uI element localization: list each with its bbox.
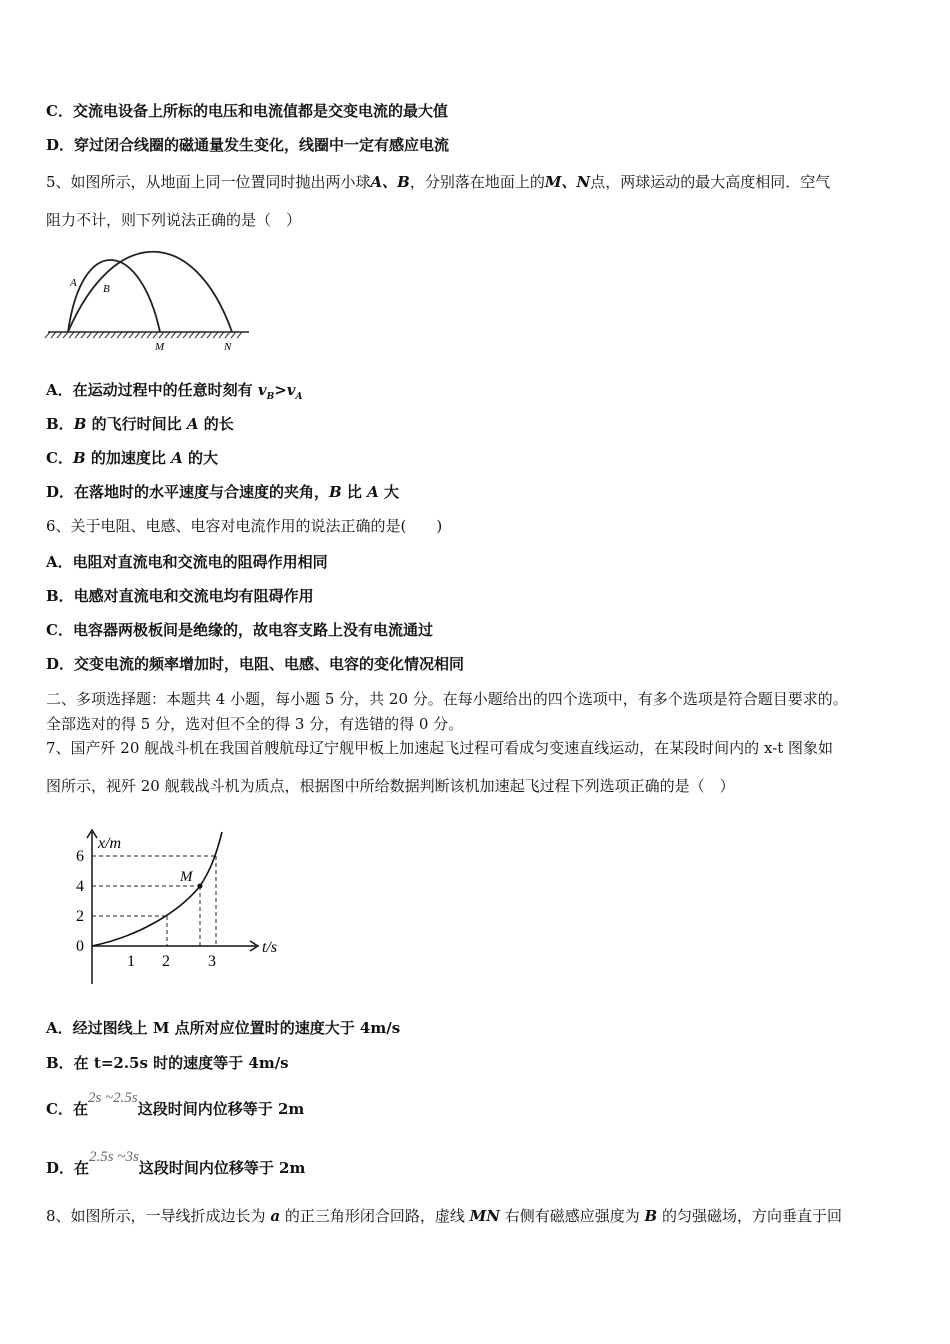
- q7-option-d: D．在2.5s ~3s这段时间内位移等于 2m: [46, 1149, 306, 1177]
- q5-option-b: B．B 的飞行时间比 A 的长: [46, 415, 234, 433]
- q7-option-b: B．在 t=2.5s 时的速度等于 4m/s: [46, 1054, 289, 1072]
- fig7-xlabel: t/s: [262, 939, 278, 956]
- q6-option-b: B．电感对直流电和交流电均有阻碍作用: [46, 587, 314, 605]
- ground-hatch: [225, 332, 230, 338]
- ground-hatch: [45, 332, 50, 338]
- q7-formula-c: 2s ~2.5s: [87, 1090, 138, 1106]
- q5-option-d: D．在落地时的水平速度与合速度的夹角，B 比 A 大: [46, 483, 400, 501]
- q5-stem-line1: 5、如图所示，从地面上同一位置同时抛出两小球A、B，分别落在地面上的M、N点，两球运动的最大高度相同．空气: [46, 173, 831, 191]
- q6-option-d: D．交变电流的频率增加时，电阻、电感、电容的变化情况相同: [46, 655, 465, 673]
- section2-heading-line2: 全部选对的得 5 分，选对但不全的得 3 分，有选错的得 0 分。: [46, 715, 464, 733]
- ground-hatch: [105, 332, 110, 338]
- ground-hatch: [129, 332, 134, 338]
- q6-option-a: A．电阻对直流电和交流电的阻碍作用相同: [46, 553, 328, 571]
- q7-xt-graph: [70, 826, 300, 988]
- ground-hatch: [201, 332, 206, 338]
- ground-hatch: [237, 332, 242, 338]
- q5-option-c: C．B 的加速度比 A 的大: [46, 449, 218, 467]
- q7-stem-line1: 7、国产歼 20 舰战斗机在我国首艘航母辽宁舰甲板上加速起飞过程可看成匀变速直线运动，在某段时间内的 x-t 图象如: [46, 739, 833, 757]
- ground-hatch: [171, 332, 176, 338]
- fig7-ytick-4: 4: [76, 878, 84, 895]
- fig7-point-m: [198, 884, 203, 889]
- fig7-xtick-1: 1: [127, 953, 135, 970]
- ground-hatch: [123, 332, 128, 338]
- fig5-label-b: B: [103, 283, 110, 295]
- ground-hatch: [93, 332, 98, 338]
- ground-hatch: [141, 332, 146, 338]
- ground-hatch: [213, 332, 218, 338]
- ground-hatch: [99, 332, 104, 338]
- q7-option-a: A．经过图线上 M 点所对应位置时的速度大于 4m/s: [46, 1019, 401, 1037]
- q5-projectile-figure: [44, 250, 258, 355]
- q7-stem-line2: 图所示，视歼 20 舰载战斗机为质点，根据图中所给数据判断该机加速起飞过程下列选项正确的是（ ）: [46, 777, 735, 795]
- fig7-xtick-2: 2: [162, 953, 170, 970]
- section2-heading-line1: 二、多项选择题：本题共 4 小题，每小题 5 分，共 20 分。在每小题给出的四个选项中，有多个选项是符合题目要求的。: [46, 690, 848, 708]
- ground-hatch: [165, 332, 170, 338]
- ground-hatch: [159, 332, 164, 338]
- q4-option-c: C．交流电设备上所标的电压和电流值都是交变电流的最大值: [46, 102, 448, 120]
- ground-hatch: [195, 332, 200, 338]
- fig5-label-n: N: [224, 341, 232, 353]
- ground-hatch: [117, 332, 122, 338]
- ground-hatch: [87, 332, 92, 338]
- q6-stem: 6、关于电阻、电感、电容对电流作用的说法正确的是( ): [46, 517, 443, 535]
- q7-formula-d: 2.5s ~3s: [89, 1149, 139, 1165]
- ground-hatch: [135, 332, 140, 338]
- fig7-ytick-2: 2: [76, 908, 84, 925]
- ground-hatch: [111, 332, 116, 338]
- ground-hatch: [189, 332, 194, 338]
- ground-hatch: [183, 332, 188, 338]
- fig7-label-m: M: [180, 869, 193, 885]
- ground-hatch: [69, 332, 74, 338]
- q6-option-c: C．电容器两极板间是绝缘的，故电容支路上没有电流通过: [46, 621, 433, 639]
- ground-hatch: [51, 332, 56, 338]
- fig7-ytick-0: 0: [76, 938, 84, 955]
- ground-hatch: [147, 332, 152, 338]
- q4-option-d: D．穿过闭合线圈的磁通量发生变化，线圈中一定有感应电流: [46, 136, 450, 154]
- ground-hatch: [81, 332, 86, 338]
- ground-hatch: [177, 332, 182, 338]
- ground-hatch: [207, 332, 212, 338]
- ground-hatch: [63, 332, 68, 338]
- fig7-ylabel: x/m: [98, 835, 122, 852]
- ground-hatch: [219, 332, 224, 338]
- fig5-label-m: M: [155, 341, 165, 353]
- q5-stem-line2: 阻力不计，则下列说法正确的是（ ）: [46, 211, 302, 229]
- q8-stem: 8、如图所示，一导线折成边长为 a 的正三角形闭合回路，虚线 MN 右侧有磁感应强度为 B 的匀强磁场，方向垂直于回: [46, 1207, 842, 1225]
- ground-hatch: [231, 332, 236, 338]
- fig5-label-a: A: [70, 277, 77, 289]
- ground-hatch: [153, 332, 158, 338]
- q7-option-c: C．在2s ~2.5s这段时间内位移等于 2m: [46, 1090, 305, 1118]
- fig7-xtick-3: 3: [208, 953, 216, 970]
- ground-hatch: [75, 332, 80, 338]
- q5-option-a: A．在运动过程中的任意时刻有 $v_B>v_A$: [46, 381, 303, 402]
- fig7-ytick-6: 6: [76, 848, 84, 865]
- ground-hatch: [57, 332, 62, 338]
